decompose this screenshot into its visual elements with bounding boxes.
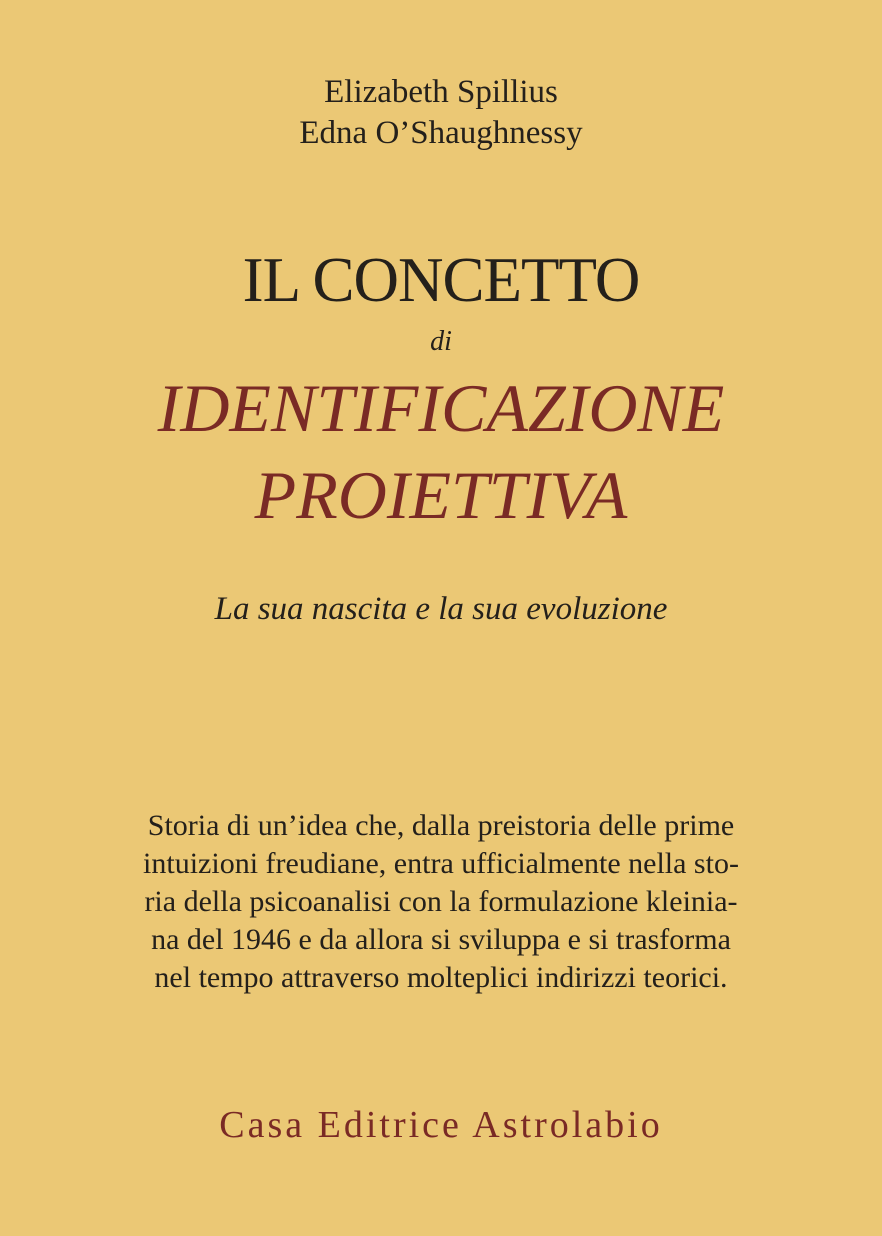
blurb-line: nel tempo attraverso molteplici indirizzi teorici. (154, 961, 728, 994)
blurb-line: Storia di un’idea che, dalla preistoria delle prime (147, 809, 735, 842)
blurb-line: ria della psicoanalisi con la formulazione kleinia- (144, 885, 738, 918)
title-line-emphasis: PROIETTIVA (254, 457, 628, 533)
subtitle: La sua nascita e la sua evoluzione (214, 591, 668, 627)
blurb-line: intuizioni freudiane, entra ufficialmente nella sto- (143, 847, 739, 880)
blurb-line: na del 1946 e da allora si sviluppa e si trasforma (151, 923, 731, 956)
title-line-main: IL CONCETTO (242, 245, 640, 315)
author-name: Elizabeth Spillius (324, 74, 558, 110)
blurb-text (95, 807, 787, 997)
publisher-name: Casa Editrice Astrolabio (219, 1104, 663, 1146)
title-connector: di (430, 326, 452, 357)
author-name: Edna O’Shaughnessy (299, 115, 583, 151)
title-line-emphasis: IDENTIFICAZIONE (157, 370, 725, 446)
